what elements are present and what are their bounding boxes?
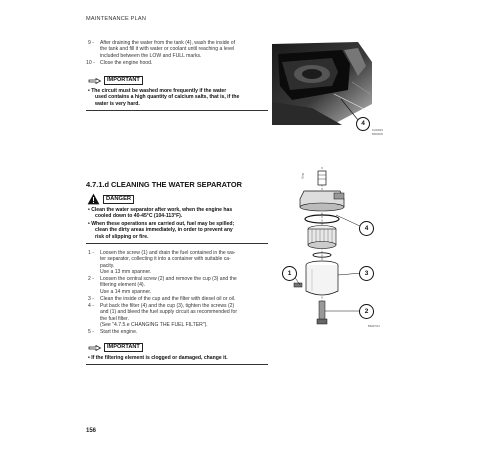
danger-line: • Clean the water separator after work, when the engine has <box>88 207 233 213</box>
step-number: 2 - <box>88 276 94 282</box>
danger-label: DANGER <box>103 195 134 204</box>
diagram-callout-2: 2 <box>359 304 374 319</box>
pointing-hand-icon <box>88 77 102 85</box>
photo-code: PH10049 <box>372 129 383 132</box>
step-number: 9 - <box>88 40 94 46</box>
page-header: MAINTENANCE PLAN <box>86 16 147 22</box>
diagram-callout-4: 4 <box>359 221 374 236</box>
engine-photo <box>272 42 386 125</box>
step-line: the fuel filter. <box>100 315 129 322</box>
note-line: water is very hard. <box>95 100 140 107</box>
step-line: Close the engine hood. <box>100 60 153 66</box>
important-label: IMPORTANT <box>104 76 143 85</box>
step-line: Loosen the central screw (2) and remove the cup (3) and the <box>100 276 237 282</box>
step-line: Clean the inside of the cup and the filter with diesel oil or oil. <box>100 296 236 302</box>
step-number: 1 - <box>88 250 94 256</box>
step-number: 10 - <box>86 60 95 66</box>
step-line: the tank and fill it with water or coolant until reaching a level <box>100 46 235 53</box>
step-line: Loosen the screw (1) and drain the fuel contained in the wa- <box>100 250 236 256</box>
page-number: 156 <box>86 428 97 434</box>
photo-code: BFD0025 <box>372 132 383 136</box>
diagram-callout-3: 3 <box>359 266 374 281</box>
step-line: Start the engine. <box>100 329 138 335</box>
danger-line: risk of slipping or fire. <box>95 233 149 240</box>
step-line: Use a 13 mm spanner. <box>100 268 152 275</box>
step-line: (See "4.7.5.e CHANGING THE FUEL FILTER"). <box>100 321 208 328</box>
step-number: 3 - <box>88 296 94 302</box>
callout-4: 4 <box>356 117 370 131</box>
step-line: included between the LOW and FULL marks. <box>100 52 202 59</box>
step-line: filtering element (4). <box>100 282 146 289</box>
danger-line: • When these operations are carried out, fuel may be spilled; <box>88 221 235 227</box>
diagram-side-label: Eng <box>300 173 305 179</box>
danger-line: cooled down to 40-45°C (104-113°F). <box>95 213 183 220</box>
section-title: 4.7.1.d CLEANING THE WATER SEPARATOR <box>86 180 242 189</box>
danger-line: clean the dirty areas immediately, in order to prevent any <box>95 227 233 234</box>
step-line: After draining the water from the tank (4), wash the inside of <box>100 40 236 46</box>
callout-leader <box>340 98 360 122</box>
diagram-code: BIM47014 <box>368 325 380 328</box>
diagram-callout-1: 1 <box>282 266 297 281</box>
warning-triangle-icon <box>87 193 100 205</box>
step-line: pacity. <box>100 262 115 269</box>
divider <box>86 243 268 244</box>
step-number: 4 - <box>88 303 94 309</box>
pointing-hand-icon <box>88 344 102 352</box>
important-note-2: • If the filtering element is clogged or damaged, change it. <box>88 355 228 361</box>
step-line: and (1) and bleed the fuel supply circuit as recommended for <box>100 309 238 316</box>
note-line: used contains a high quantity of calcium salts, that is, if the <box>95 94 240 101</box>
divider <box>86 364 268 365</box>
important-label: IMPORTANT <box>104 343 143 352</box>
note-line: • The circuit must be washed more frequently if the water <box>88 88 227 94</box>
divider <box>86 110 268 111</box>
step-line: ter separator, collecting it into a container with suitable ca- <box>100 256 231 263</box>
step-line: Put back the filter (4) and the cup (3), tighten the screws (2) <box>100 303 235 309</box>
step-number: 5 - <box>88 329 94 335</box>
step-line: Use a 14 mm spanner. <box>100 288 152 295</box>
